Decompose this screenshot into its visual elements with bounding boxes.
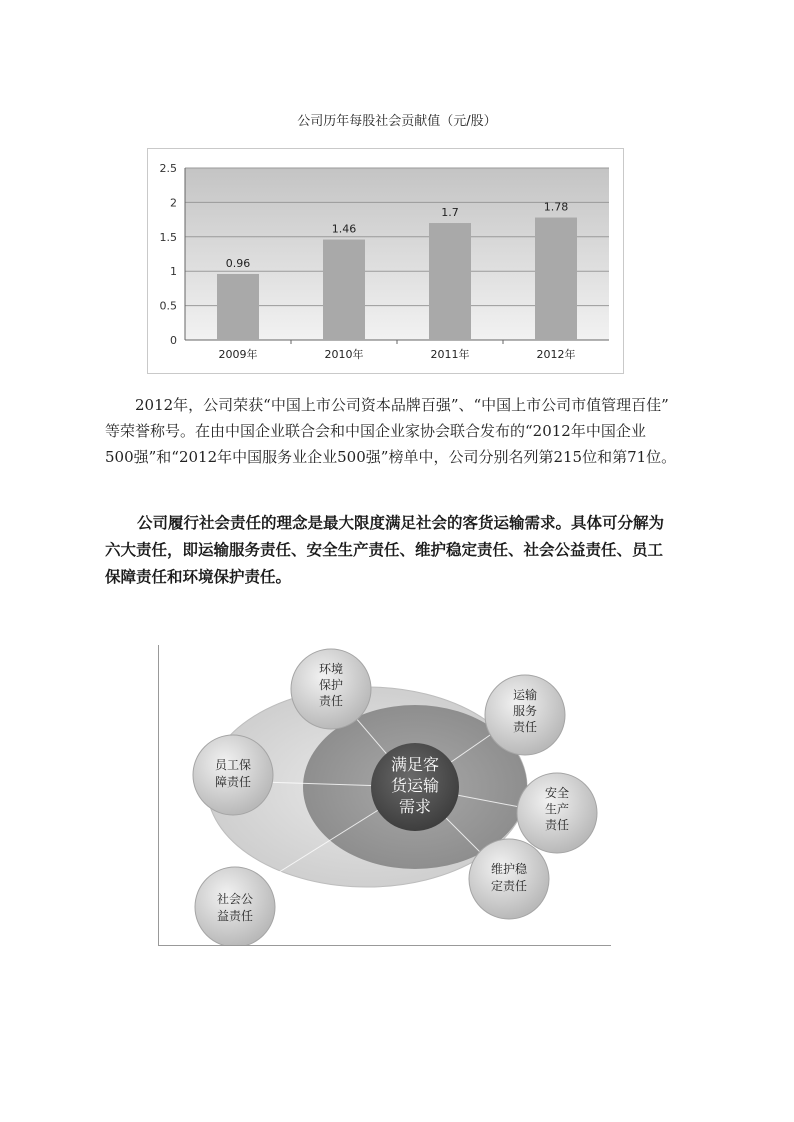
node-stability-label: 维护稳 <box>490 862 528 876</box>
paragraph-line: 500强”和“2012年中国服务业企业500强”榜单中，公司分别名列第215位和第71位。 <box>105 448 677 466</box>
node-transport-label: 服务 <box>512 704 538 718</box>
bar <box>429 223 471 340</box>
bar <box>217 274 259 340</box>
paragraph-awards <box>105 392 695 470</box>
node-safety-label: 安全 <box>544 786 570 800</box>
node-transport-label: 运输 <box>512 688 538 702</box>
x-tick-label: 2010年 <box>324 348 364 361</box>
x-tick-label: 2011年 <box>430 348 470 361</box>
x-tick-label: 2012年 <box>536 348 576 361</box>
y-tick-label: 2.5 <box>159 162 177 175</box>
center-label-line: 货运输 <box>390 776 440 795</box>
paragraph-philosophy <box>105 510 695 591</box>
center-label-line: 满足客 <box>390 755 440 774</box>
node-welfare-label: 益责任 <box>216 909 254 923</box>
data-label: 1.46 <box>331 222 357 236</box>
x-tick-label: 2009年 <box>218 348 258 361</box>
node-environment-label: 环境 <box>318 662 344 676</box>
y-tick-label: 1.5 <box>159 230 177 244</box>
paragraph-line: 六大责任，即运输服务责任、安全生产责任、维护稳定责任、社会公益责任、员工 <box>105 541 664 559</box>
y-tick-label: 0.5 <box>159 299 177 313</box>
node-transport-label: 责任 <box>512 720 538 734</box>
paragraph-line: 2012年，公司荣获“中国上市公司资本品牌百强”、“中国上市公司市值管理百佳” <box>135 396 669 414</box>
node-staff-label: 障责任 <box>214 775 252 789</box>
y-tick-label: 2 <box>170 196 177 210</box>
y-tick-label: 0 <box>170 334 177 347</box>
responsibility-diagram <box>158 645 611 946</box>
center-label-line: 需求 <box>398 797 432 816</box>
data-label: 0.96 <box>225 256 251 270</box>
node-stability-label: 定责任 <box>490 879 528 893</box>
bar <box>323 240 365 340</box>
y-tick-label: 1 <box>170 265 177 279</box>
node-safety-label: 责任 <box>544 818 570 832</box>
paragraph-line: 保障责任和环境保护责任。 <box>105 568 292 586</box>
node-safety-label: 生产 <box>544 802 570 816</box>
paragraph-line: 等荣誉称号。在由中国企业联合会和中国企业家协会联合发布的“2012年中国企业 <box>105 422 646 440</box>
bar <box>535 218 577 340</box>
data-label: 1.78 <box>543 200 569 214</box>
diagram-canvas <box>159 645 611 945</box>
data-label: 1.7 <box>441 206 459 220</box>
node-welfare-label: 社会公 <box>216 892 254 906</box>
node-environment-label: 保护 <box>318 678 344 692</box>
paragraph-line: 公司履行社会责任的理念是最大限度满足社会的客货运输需求。具体可分解为 <box>137 514 665 532</box>
node-welfare <box>195 867 275 945</box>
bar-chart <box>147 148 622 372</box>
node-environment-label: 责任 <box>318 694 344 708</box>
node-staff-label: 员工保 <box>214 758 252 772</box>
chart-title: 公司历年每股社会贡献值（元/股） <box>297 114 497 129</box>
